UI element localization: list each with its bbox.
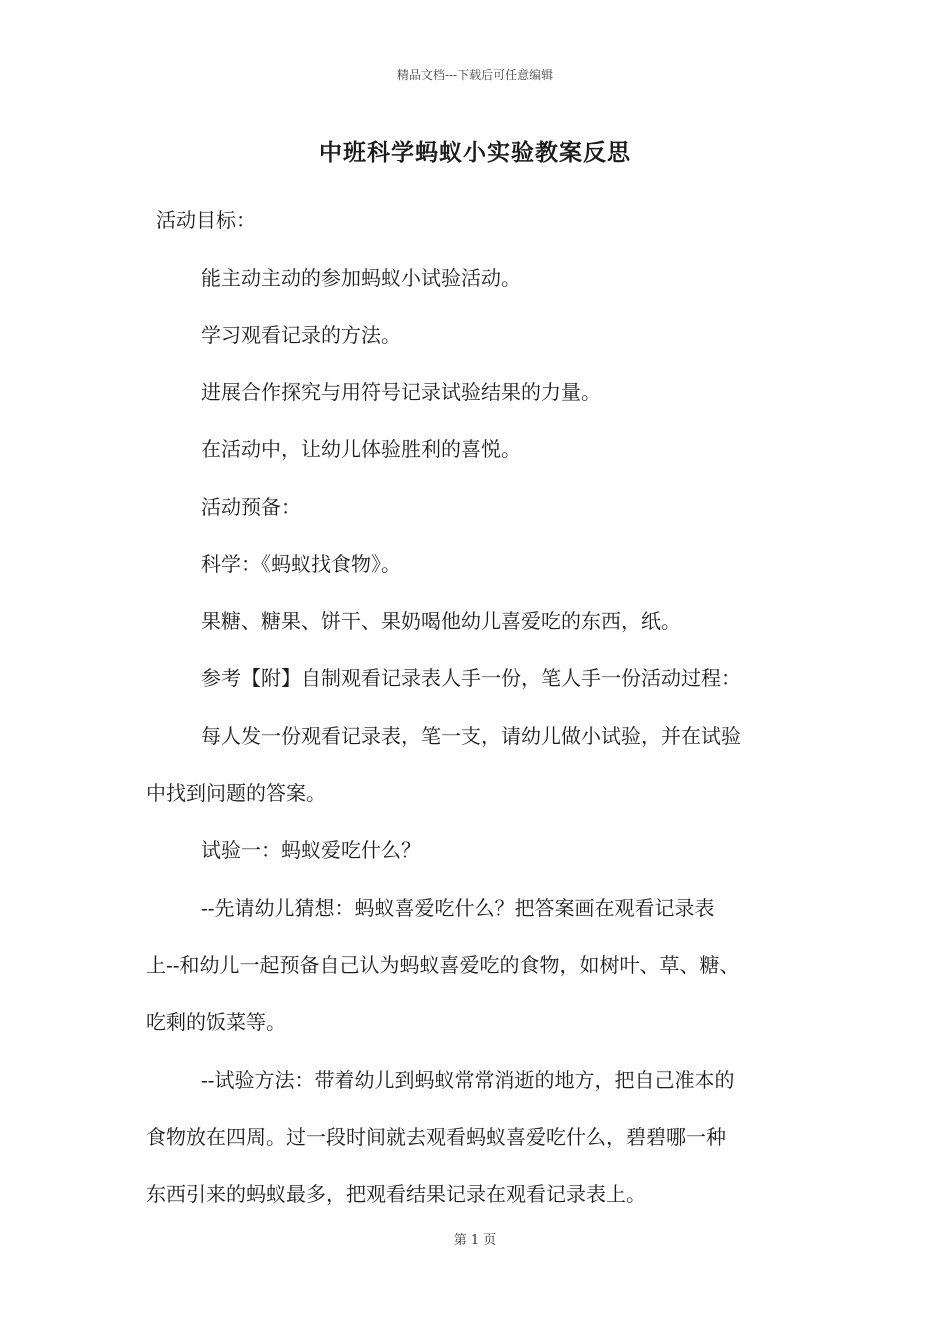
document-title: 中班科学蚂蚁小实验教案反思 [319,139,631,166]
header-note: 精品文档---下载后可任意编辑 [396,68,554,82]
paragraph-line: 学习观看记录的方法。 [201,323,401,347]
page-number: 第 1 页 [453,1233,497,1248]
paragraph-line: 吃剩的饭菜等。 [146,1010,286,1034]
paragraph-line: 试验一：蚂蚁爱吃什么？ [201,838,421,862]
paragraph-line: --试验方法：带着幼儿到蚂蚁常常消逝的地方，把自己准本的 [201,1068,735,1092]
section-heading-goals: 活动目标： [156,208,256,232]
paragraph-line: 食物放在四周。过一段时间就去观看蚂蚁喜爱吃什么，碧碧哪一种 [146,1125,726,1149]
paragraph-line: 参考【附】自制观看记录表人手一份，笔人手一份活动过程： [201,666,741,690]
paragraph-line: 能主动主动的参加蚂蚁小试验活动。 [201,266,521,290]
paragraph-line: 在活动中，让幼儿体验胜利的喜悦。 [201,437,521,461]
section-heading-preparation: 活动预备： [201,495,301,519]
paragraph-line: 进展合作探究与用符号记录试验结果的力量。 [201,380,601,404]
paragraph-line: 科学：《蚂蚁找食物》。 [201,552,401,576]
paragraph-line: --先请幼儿猜想：蚂蚁喜爱吃什么？把答案画在观看记录表 [201,896,715,920]
paragraph-line: 上--和幼儿一起预备自己认为蚂蚁喜爱吃的食物，如树叶、草、糖、 [146,953,740,977]
paragraph-line: 中找到问题的答案。 [146,781,326,805]
paragraph-line: 果糖、糖果、饼干、果奶喝他幼儿喜爱吃的东西，纸。 [201,609,681,633]
paragraph-line: 每人发一份观看记录表，笔一支，请幼儿做小试验，并在试验 [201,724,741,748]
paragraph-line: 东西引来的蚂蚁最多，把观看结果记录在观看记录表上。 [146,1182,646,1206]
